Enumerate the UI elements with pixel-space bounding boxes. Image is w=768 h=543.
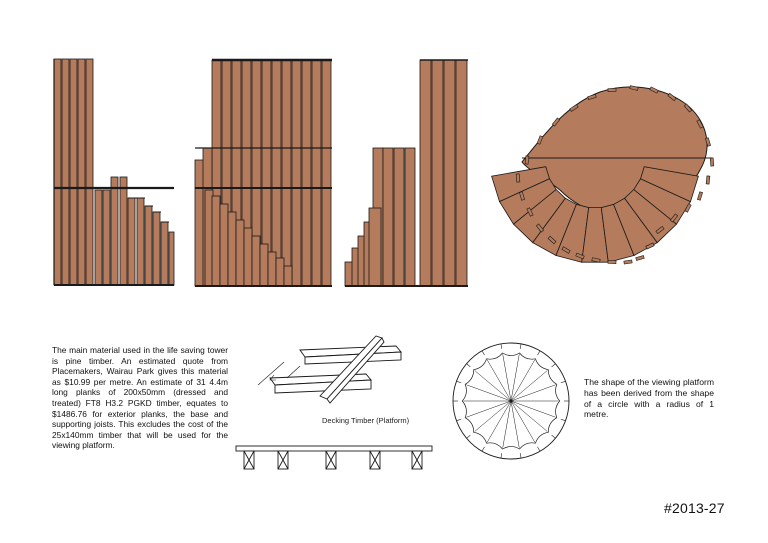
timber-plank	[137, 198, 144, 285]
timber-plank	[111, 177, 118, 285]
tower-elevation-left	[54, 59, 174, 285]
timber-plank	[145, 206, 152, 285]
timber-plank	[394, 148, 404, 286]
rim-tick	[501, 453, 502, 458]
timber-plank	[252, 236, 260, 286]
material-description: The main material used in the life saving tower is pine timber. An estimated quote from Placemakers, Wairau Park gives this material as $10.99 per metre. An estimate of 31 4.4m long planks of 200x50mm (dressed and treated) FT8 H3.2 PGKD timber, equates to $1486.76 for exterior planks, the base and supporting joists. This excludes the cost of the 25x140mm timber that will be used for the viewing platform.	[52, 345, 228, 451]
radius-line	[511, 385, 556, 401]
rim-tab	[525, 156, 529, 164]
timber-plank	[322, 60, 331, 286]
rim-tick	[520, 453, 521, 458]
timber-plank	[161, 222, 168, 285]
timber-plank	[260, 244, 268, 286]
radius-line	[475, 401, 511, 432]
timber-plank	[405, 148, 415, 286]
timber-plank	[95, 190, 102, 285]
platform-plan	[492, 86, 714, 264]
rim-tick	[482, 447, 485, 451]
timber-plank	[276, 258, 284, 286]
rim-tick	[561, 419, 566, 421]
timber-plank	[444, 60, 455, 286]
radius-line	[475, 370, 511, 401]
timber-plank	[432, 60, 443, 286]
decking-timber-label: Decking Timber (Platform)	[322, 416, 410, 425]
rim-tick	[456, 419, 461, 421]
timber-plank	[62, 59, 69, 285]
timber-plank	[383, 148, 393, 286]
rim-tick	[561, 381, 566, 383]
sheet-number: #2013-27	[664, 500, 725, 516]
timber-plank	[78, 59, 85, 285]
platform-geometry-diagram	[453, 343, 569, 459]
timber-plank	[220, 204, 228, 286]
timber-plank	[169, 232, 174, 285]
timber-plank	[70, 59, 77, 285]
rim-tick	[552, 435, 556, 438]
tower-elevation-right	[345, 60, 468, 286]
center-point	[510, 400, 513, 403]
timber-plank	[282, 60, 291, 286]
timber-plank	[228, 212, 236, 286]
decking-sketch	[258, 336, 401, 403]
timber-plank	[302, 60, 311, 286]
timber-plank	[120, 177, 127, 285]
timber-plank	[103, 190, 110, 285]
rim-tick	[456, 381, 461, 383]
rim-tick	[467, 435, 471, 438]
rim-tab	[624, 260, 632, 264]
timber-plank	[420, 60, 431, 286]
radius-line	[466, 385, 511, 401]
radius-line	[511, 401, 547, 432]
timber-plank	[128, 198, 135, 285]
timber-plank	[292, 60, 301, 286]
timber-plank	[244, 228, 252, 286]
timber-plank	[284, 266, 292, 286]
radius-line	[511, 401, 556, 417]
timber-plank	[312, 60, 321, 286]
timber-plank	[54, 59, 61, 285]
tower-elevation-middle	[195, 60, 332, 286]
rim-tab	[636, 255, 645, 260]
rim-tick	[482, 351, 485, 355]
rim-tab	[706, 176, 710, 184]
radius-line	[466, 401, 511, 417]
timber-plank	[268, 252, 276, 286]
rim-tab	[516, 174, 520, 182]
rim-tab	[710, 158, 714, 166]
timber-plank	[369, 208, 381, 286]
timber-plank	[456, 60, 467, 286]
timber-plank	[153, 212, 160, 285]
rim-tab	[697, 192, 702, 201]
rim-tick	[520, 344, 521, 349]
timber-plank	[86, 59, 93, 285]
rim-tick	[501, 344, 502, 349]
rim-tab	[608, 88, 616, 91]
timber-plank	[212, 196, 220, 286]
rim-tab	[608, 260, 616, 263]
platform-shape-note: The shape of the viewing platform has been derived from the shape of a circle with a radius of 1 metre.	[584, 377, 714, 420]
radius-line	[511, 370, 547, 401]
decking-section	[236, 446, 432, 469]
rim-tick	[538, 351, 541, 355]
rim-tick	[552, 364, 556, 367]
timber-plank	[236, 220, 244, 286]
rim-tick	[467, 364, 471, 367]
rim-tick	[538, 447, 541, 451]
